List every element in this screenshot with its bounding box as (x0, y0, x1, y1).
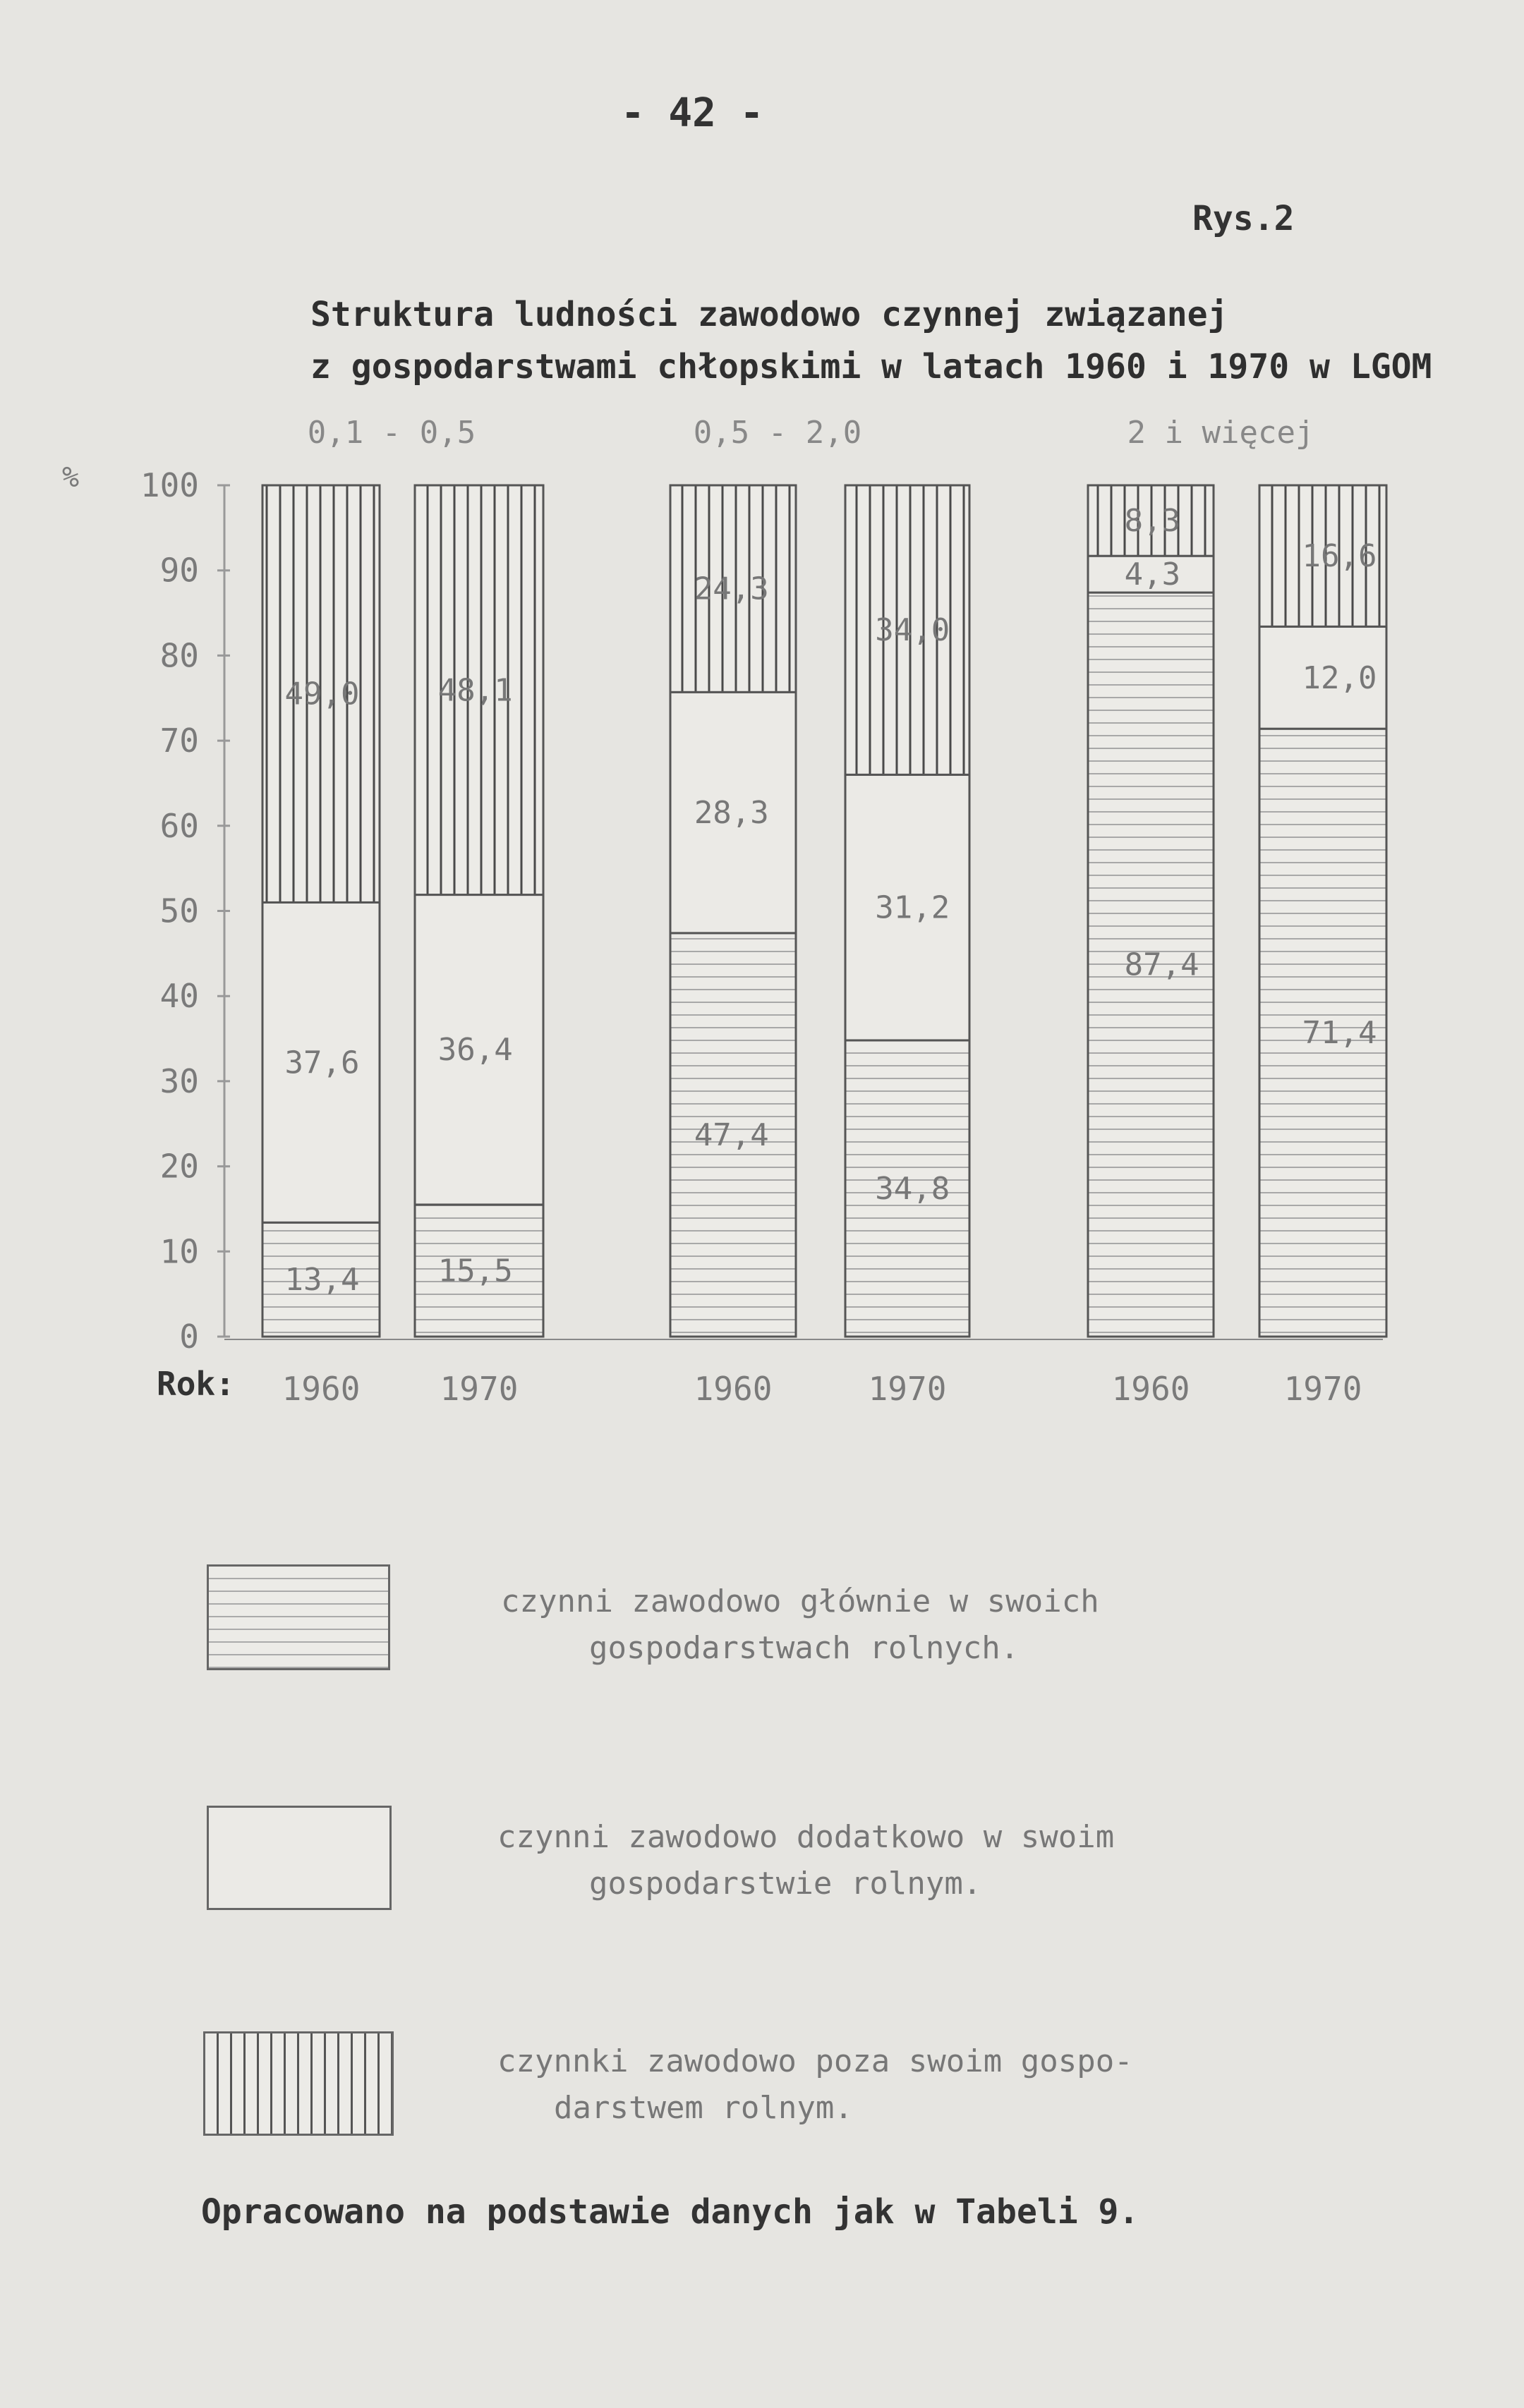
group-label: 0,5 - 2,0 (693, 415, 862, 451)
group-label: 0,1 - 0,5 (307, 415, 476, 451)
bar-value-label: 12,0 (1302, 659, 1377, 696)
x-tick-label: 1960 (282, 1370, 361, 1408)
legend-line: czynni zawodowo głównie w swoich (501, 1583, 1099, 1619)
y-tick-label: 60 (159, 806, 199, 845)
legend-text-main-farm (501, 1579, 1099, 1672)
legend-line: czynnki zawodowo poza swoim gospo- (497, 2043, 1133, 2079)
bar-value-label: 15,5 (437, 1253, 513, 1289)
y-tick-label: 10 (159, 1232, 199, 1271)
figure-label: Rys.2 (1192, 199, 1295, 238)
legend-line: darstwem rolnym. (554, 2090, 853, 2126)
source-note: Opracowano na podstawie danych jak w Tabeli 9. (201, 2192, 1139, 2232)
bars (262, 485, 1386, 1337)
legend-line: czynni zawodowo dodatkowo w swoim (497, 1819, 1115, 1855)
bar-value-label: 36,4 (437, 1032, 513, 1069)
y-axis-label: % (62, 461, 80, 494)
x-tick-label: 1970 (868, 1370, 947, 1408)
bar-value-label: 48,1 (437, 672, 513, 709)
x-tick-label: 1970 (1283, 1370, 1362, 1408)
legend-line: gospodarstwie rolnym. (589, 1866, 982, 1902)
legend-text-additional-farm (497, 1814, 1114, 1907)
x-tick-label: 1970 (440, 1370, 519, 1408)
chart-title-line-1: Struktura ludności zawodowo czynnej związanej (310, 295, 1228, 334)
y-tick-label: 20 (159, 1147, 199, 1186)
chart-title-line-2: z gospodarstwami chłopskimi w latach 1960 i 1970 w LGOM (310, 347, 1432, 387)
y-tick-label: 70 (159, 722, 199, 760)
y-tick-label: 100 (140, 466, 199, 504)
legend-text-outside-farm (497, 2038, 1133, 2132)
bar-value-label: 34,8 (875, 1170, 950, 1207)
bar-value-label: 4,3 (1124, 557, 1181, 593)
legend-swatch-horizontal (207, 1564, 390, 1670)
y-tick-label: 90 (159, 551, 199, 590)
bar-value-label: 34,0 (875, 612, 950, 649)
legend-swatch-vertical (203, 2031, 394, 2136)
bar-value-label: 16,6 (1302, 538, 1377, 575)
x-tick-label: 1960 (694, 1370, 773, 1408)
bar-value-label: 37,6 (284, 1045, 360, 1081)
bar-value-label: 13,4 (284, 1262, 360, 1299)
bar-value-label: 87,4 (1124, 947, 1199, 983)
bar-value-label: 28,3 (694, 795, 769, 832)
bar-value-label: 31,2 (875, 889, 950, 926)
y-tick-label: 50 (159, 892, 199, 930)
y-tick-label: 0 (179, 1318, 199, 1356)
x-tick-label: 1960 (1111, 1370, 1190, 1408)
y-tick-label: 80 (159, 636, 199, 675)
bar-value-label: 24,3 (694, 571, 769, 607)
y-tick-label: 40 (159, 977, 199, 1016)
bar-value-label: 47,4 (694, 1117, 769, 1153)
group-label: 2 i więcej (1127, 415, 1314, 451)
bar-value-label: 8,3 (1124, 503, 1181, 540)
legend-swatch-blank (207, 1806, 392, 1910)
y-tick-label: 30 (159, 1062, 199, 1100)
page-number: - 42 - (621, 90, 764, 136)
legend-line: gospodarstwach rolnych. (589, 1630, 1020, 1666)
bar-value-label: 71,4 (1302, 1015, 1377, 1052)
bar-value-label: 49,0 (284, 676, 360, 712)
x-axis-prefix: Rok: (157, 1365, 235, 1403)
